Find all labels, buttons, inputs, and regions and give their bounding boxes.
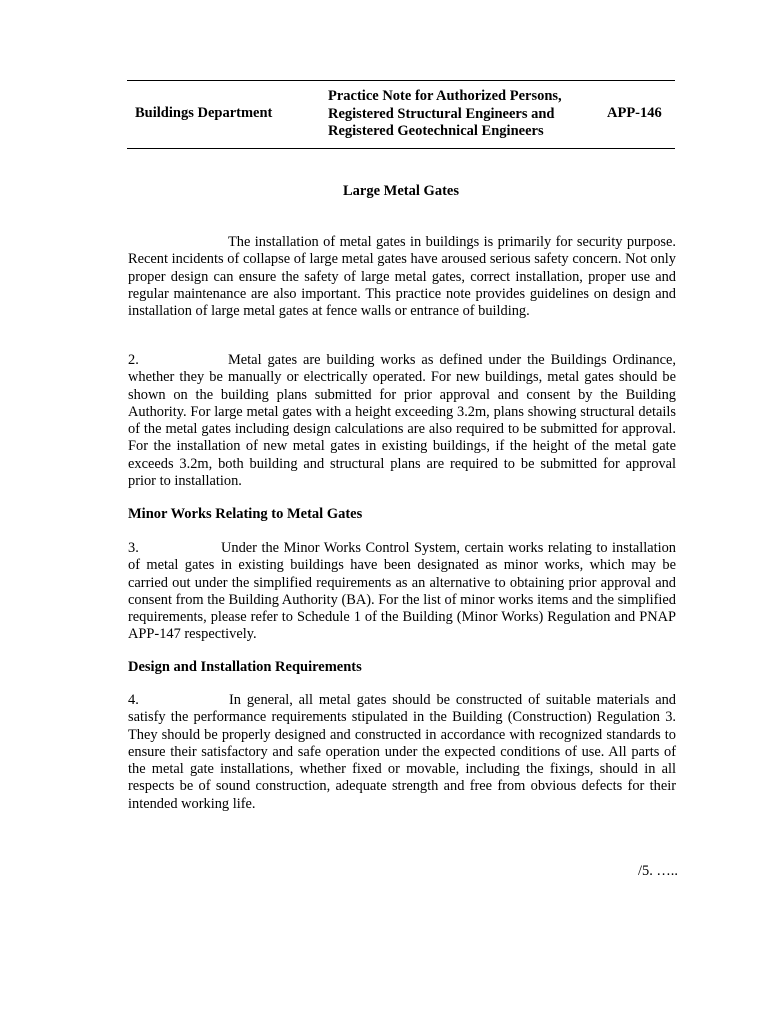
practice-note-code: APP-146	[607, 105, 662, 121]
paragraph-4	[128, 692, 676, 813]
section-heading-design-installation: Design and Installation Requirements	[128, 659, 362, 675]
paragraph-number: 3.	[128, 540, 139, 556]
paragraph-number: 4.	[128, 692, 139, 708]
practice-note-title	[328, 88, 598, 141]
practice-note-title-line: Practice Note for Authorized Persons,	[328, 88, 562, 104]
department-name: Buildings Department	[135, 105, 273, 121]
practice-note-title-line: Registered Geotechnical Engineers	[328, 123, 544, 139]
practice-note-title-line: Registered Structural Engineers and	[328, 105, 555, 122]
section-heading-minor-works: Minor Works Relating to Metal Gates	[128, 506, 363, 522]
paragraph-text: Under the Minor Works Control System, certain works relating to installation of metal gates in existing buildings have been designated as minor works, which may be carried out under the simplified requirements as an alternative to obtaining prior approval and consent from the Building Authority (BA). For the list of minor works items and the simplified requirements, please refer to Schedule 1 of the Building (Minor Works) Regulation and PNAP APP-147 respectively.	[128, 540, 676, 643]
header-top-rule	[127, 80, 675, 81]
paragraph-text: In general, all metal gates should be constructed of suitable materials and satisfy the performance requirements stipulated in the Building (Construction) Regulation 3. They should be properly designed and constructed in accordance with recognized standards to ensure their satisfactory and safe operation under the expected conditions of use. All parts of the metal gate installations, whether fixed or movable, including the fixings, should in all respects be of sound construction, adequate strength and free from obvious defects for their intended working life.	[128, 692, 676, 812]
paragraph-2	[128, 352, 676, 490]
paragraph-1: The installation of metal gates in buildings is primarily for security purpose. Recent incidents of collapse of large metal gates have aroused serious safety concern. Not only proper design can ensure the safety of large metal gates, correct installation, proper use and regular maintenance are also important. This practice note provides guidelines on design and installation of large metal gates at fence walls or entrance of building.	[128, 234, 676, 320]
continuation-marker: /5. …..	[638, 863, 678, 879]
document-title: Large Metal Gates	[343, 183, 459, 199]
paragraph-text: Metal gates are building works as defined under the Buildings Ordinance, whether they be manually or electrically operated. For new buildings, metal gates should be shown on the building plans submitted for prior approval and consent by the Building Authority. For large metal gates with a height exceeding 3.2m, plans showing structural details of the metal gates including design calculations are also required to be submitted for approval. For the installation of new metal gates in existing buildings, if the height of the metal gate exceeds 3.2m, both building and structural plans are required to be submitted for approval prior to installation.	[128, 352, 676, 490]
header-bottom-rule	[127, 148, 675, 149]
paragraph-number: 2.	[128, 352, 139, 368]
paragraph-3	[128, 540, 676, 644]
